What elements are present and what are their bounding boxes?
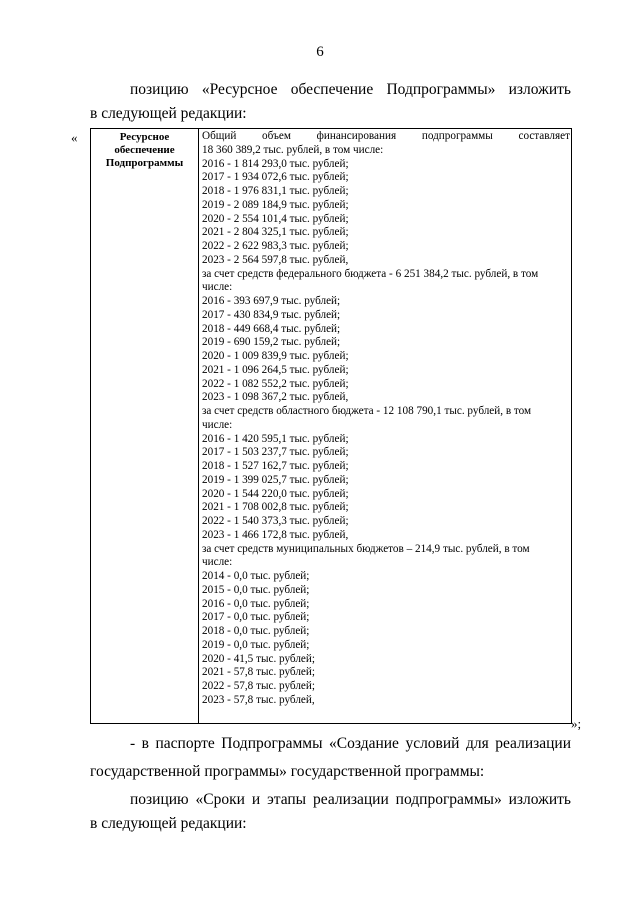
content-line: 2018 - 1 976 831,1 тыс. рублей; (202, 185, 349, 197)
content-line: 2021 - 1 096 264,5 тыс. рублей; (202, 363, 349, 376)
content-line: 2022 - 1 082 552,2 тыс. рублей; (202, 377, 349, 390)
content-line: 2016 - 1 420 595,1 тыс. рублей; (202, 432, 349, 445)
content-line: 2018 - 449 668,4 тыс. рублей; (202, 322, 341, 335)
column-divider (198, 129, 199, 723)
content-line: 2022 - 2 622 983,3 тыс. рублей; (202, 240, 349, 252)
content-line: 2019 - 2 089 184,9 тыс. рублей; (202, 198, 349, 211)
content-line: 2023 - 57,8 тыс. рублей, (202, 693, 315, 706)
content-line: 2014 - 0,0 тыс. рублей; (202, 570, 310, 582)
row-content (202, 130, 570, 708)
content-line: 2015 - 0,0 тыс. рублей; (202, 583, 310, 596)
content-line: 2016 - 1 814 293,0 тыс. рублей; (202, 157, 349, 170)
closing-quote: »; (571, 716, 582, 731)
content-line: 2016 - 393 697,9 тыс. рублей; (202, 295, 341, 307)
content-line: 2019 - 1 399 025,7 тыс. рублей; (202, 473, 349, 486)
content-line: 2019 - 690 159,2 тыс. рублей; (202, 336, 341, 349)
row-label-line: Ресурсное (119, 131, 170, 143)
after-line-4: в следующей редакции: (90, 815, 247, 832)
content-line: 2017 - 0,0 тыс. рублей; (202, 611, 310, 624)
content-line: 2021 - 2 804 325,1 тыс. рублей; (202, 226, 349, 239)
content-line: числе: (202, 281, 233, 294)
content-line: 2023 - 1 466 172,8 тыс. рублей, (202, 528, 349, 541)
content-line: 2020 - 2 554 101,4 тыс. рублей; (202, 212, 349, 225)
page-number: 6 (316, 44, 324, 60)
after-line-2: государственной программы» государственной программы: (90, 763, 485, 780)
content-line: 2020 - 1 009 839,9 тыс. рублей; (202, 350, 349, 362)
row-label-line: Подпрограммы (105, 157, 184, 169)
content-line: 2020 - 1 544 220,0 тыс. рублей; (202, 487, 349, 500)
content-line: 2022 - 1 540 373,3 тыс. рублей; (202, 515, 349, 527)
content-line: числе: (202, 556, 233, 569)
after-line-3: позицию «Сроки и этапы реализации подпрограммы» изложить (130, 791, 571, 808)
content-line: 18 360 389,2 тыс. рублей, в том числе: (202, 143, 384, 156)
content-line: 2019 - 0,0 тыс. рублей; (202, 638, 310, 651)
content-line: за счет средств федерального бюджета - 6 251 384,2 тыс. рублей, в том (202, 267, 539, 280)
content-line: за счет средств областного бюджета - 12 108 790,1 тыс. рублей, в том (202, 405, 532, 417)
row-label (91, 131, 198, 170)
content-line: 2023 - 1 098 367,2 тыс. рублей, (202, 391, 349, 404)
content-line: 2021 - 57,8 тыс. рублей; (202, 666, 315, 679)
content-line: 2018 - 1 527 162,7 тыс. рублей; (202, 460, 349, 472)
content-line: 2023 - 2 564 597,8 тыс. рублей, (202, 253, 349, 266)
content-line: 2022 - 57,8 тыс. рублей; (202, 680, 315, 692)
resource-table (90, 128, 572, 724)
content-line: 2020 - 41,5 тыс. рублей; (202, 652, 315, 665)
content-line: 2017 - 1 503 237,7 тыс. рублей; (202, 446, 349, 459)
content-line: 2021 - 1 708 002,8 тыс. рублей; (202, 501, 349, 514)
intro-line-2: в следующей редакции: (90, 105, 247, 122)
content-line: числе: (202, 418, 233, 431)
content-line: Общий объем финансирования подпрограммы составляет (202, 130, 570, 142)
content-line: 2017 - 1 934 072,6 тыс. рублей; (202, 171, 349, 184)
content-line: 2017 - 430 834,9 тыс. рублей; (202, 308, 341, 321)
opening-quote: « (71, 130, 78, 145)
content-line: 2016 - 0,0 тыс. рублей; (202, 597, 310, 610)
intro-line-1: позицию «Ресурсное обеспечение Подпрограммы» изложить (130, 81, 571, 98)
row-label-line: обеспечение (114, 144, 175, 156)
content-line: 2018 - 0,0 тыс. рублей; (202, 625, 310, 637)
after-line-1: - в паспорте Подпрограммы «Создание условий для реализации (130, 735, 571, 752)
content-line: за счет средств муниципальных бюджетов – 214,9 тыс. рублей, в том (202, 542, 530, 555)
